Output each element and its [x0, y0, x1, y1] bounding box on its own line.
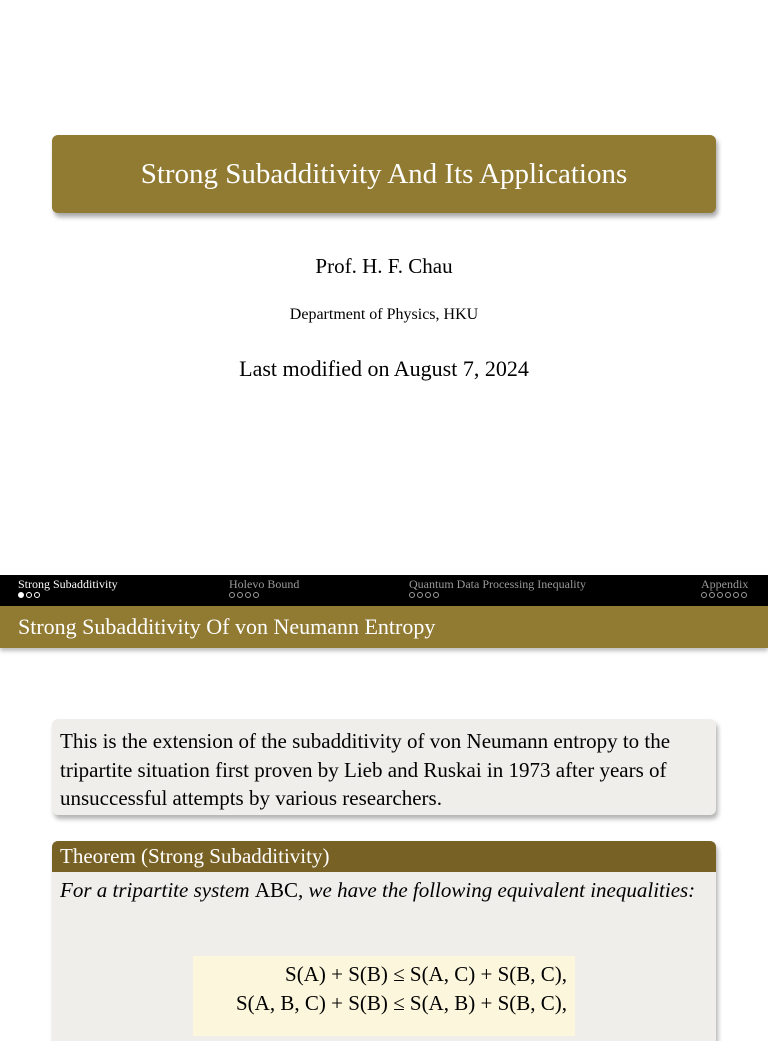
nav-slide-dot[interactable] [725, 592, 731, 598]
nav-slide-dot[interactable] [741, 592, 747, 598]
nav-slide-dots [409, 592, 586, 598]
inequality-1: S(A) + S(B) ≤ S(A, C) + S(B, C), [285, 962, 567, 986]
nav-slide-dot[interactable] [34, 592, 40, 598]
nav-section-label: Holevo Bound [229, 577, 300, 591]
last-modified-date: Last modified on August 7, 2024 [239, 356, 529, 381]
nav-slide-dot[interactable] [409, 592, 415, 598]
nav-slide-dot[interactable] [417, 592, 423, 598]
nav-slide-dots [701, 592, 748, 598]
theorem-system-name: ABC [254, 878, 299, 902]
nav-section-label: Appendix [701, 577, 749, 591]
nav-slide-dot[interactable] [425, 592, 431, 598]
theorem-heading: Theorem (Strong Subadditivity) [52, 841, 716, 872]
department: Department of Physics, HKU [289, 306, 479, 323]
nav-slide-dots [229, 592, 299, 598]
nav-slide-dot[interactable] [701, 592, 707, 598]
nav-slide-dot[interactable] [245, 592, 251, 598]
frame-title: Strong Subadditivity Of von Neumann Entropy [0, 606, 768, 648]
nav-slide-dot[interactable] [717, 592, 723, 598]
nav-section-quantum-data-processing[interactable] [409, 577, 586, 598]
nav-slide-dot[interactable] [733, 592, 739, 598]
nav-slide-dots [18, 592, 118, 598]
presentation-title: Strong Subadditivity And Its Applications [140, 157, 628, 190]
author-name: Prof. H. F. Chau [315, 254, 453, 278]
nav-slide-dot-current[interactable] [18, 592, 24, 598]
nav-slide-dot[interactable] [237, 592, 243, 598]
nav-slide-dot[interactable] [26, 592, 32, 598]
theorem-block [52, 841, 716, 1041]
theorem-statement [52, 872, 716, 904]
nav-slide-dot[interactable] [709, 592, 715, 598]
nav-slide-dot[interactable] [253, 592, 259, 598]
presentation-title-box [52, 135, 716, 213]
nav-section-appendix[interactable] [701, 577, 748, 598]
nav-section-label: Quantum Data Processing Inequality [409, 577, 586, 591]
nav-section-holevo-bound[interactable] [229, 577, 299, 598]
nav-section-strong-subadditivity[interactable] [18, 577, 118, 598]
equation-block [193, 956, 575, 1036]
theorem-text-after: , we have the following equivalent inequalities: [298, 878, 696, 902]
nav-slide-dot[interactable] [229, 592, 235, 598]
intro-block [52, 719, 716, 815]
section-navigation-bar [0, 575, 768, 606]
nav-slide-dot[interactable] [433, 592, 439, 598]
theorem-text-before: For a tripartite system [60, 878, 255, 902]
intro-text: This is the extension of the subadditivity of von Neumann entropy to the tripartite situation first proven by Lieb and Ruskai in 1973 after years of unsuccessful attempts by various researchers. [60, 729, 671, 810]
nav-section-label: Strong Subadditivity [18, 577, 118, 591]
inequality-2: S(A, B, C) + S(B) ≤ S(A, B) + S(B, C), [236, 991, 567, 1015]
